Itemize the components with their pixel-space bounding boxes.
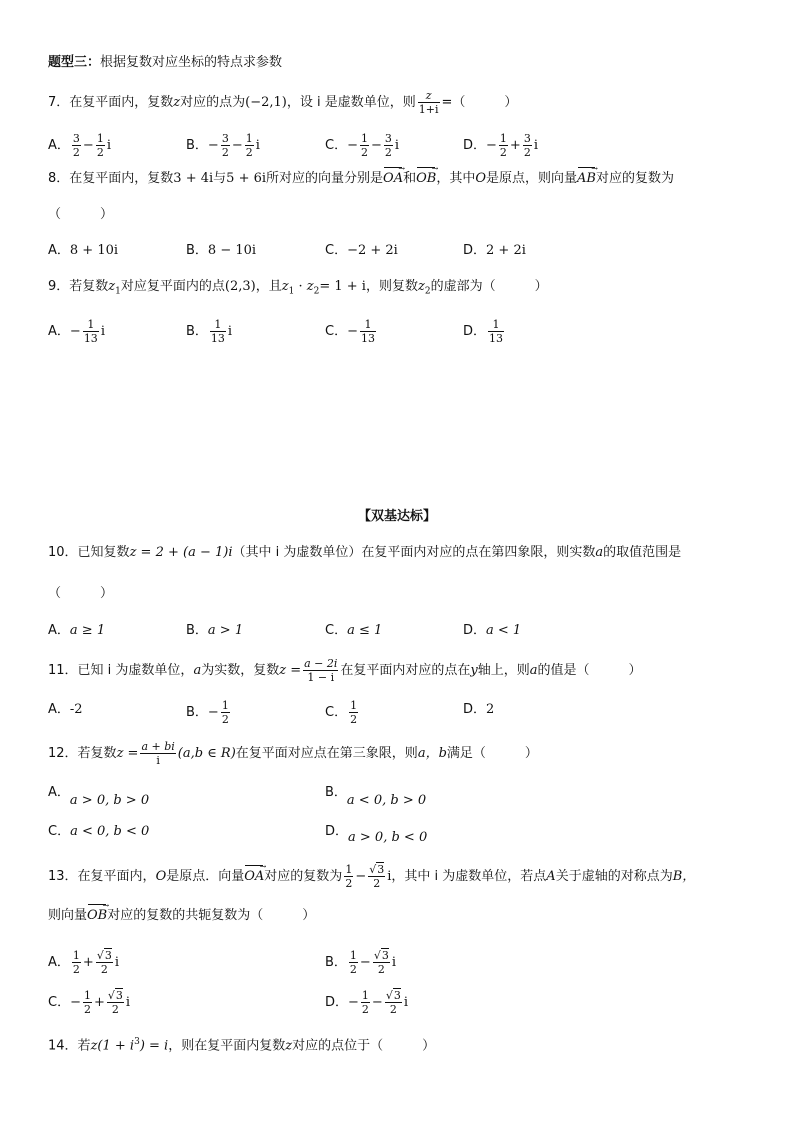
fraction: $\frac{z}{1+i}$ xyxy=(418,89,439,116)
option-a[interactable]: A．8 + 10i xyxy=(48,243,119,258)
option-c[interactable]: C．a < 0, b < 0 xyxy=(48,824,150,839)
option-d[interactable]: D．− $\frac{1}{2}$ + $\frac{3}{2}$ i xyxy=(463,132,538,159)
vector-oa: OA → xyxy=(244,867,264,887)
question-number: 10． xyxy=(48,545,78,560)
option-c[interactable]: C． $\frac{1}{2}$ xyxy=(325,699,358,726)
question-7 xyxy=(48,90,517,115)
vector-oa: OA → xyxy=(383,169,403,189)
question-number: 13． xyxy=(48,869,78,884)
question-10: 10．已知复数z = 2 + (a − 1)i（其中 i 为虚数单位）在复平面内对应的点在第四象限，则实数a的取值范围是 xyxy=(48,545,682,560)
vector-ob: OB → xyxy=(416,169,436,189)
option-b[interactable]: B．a > 1 xyxy=(186,623,244,638)
section-title-text: 根据复数对应坐标的特点求参数 xyxy=(100,55,283,70)
option-b[interactable]: B．a < 0, b > 0 xyxy=(325,785,427,808)
section-title xyxy=(48,53,282,73)
option-b[interactable]: B．− $\frac{3}{2}$ − $\frac{1}{2}$ i xyxy=(186,132,260,159)
question-8: 8．在复平面内，复数3 + 4i与5 + 6i所对应的向量分别是OA →和OB →，其中O是原点，则向量AB →对应的复数为 xyxy=(48,169,674,189)
option-d[interactable]: D．2 + 2i xyxy=(463,243,526,258)
option-c[interactable]: C．a ≤ 1 xyxy=(325,623,383,638)
option-a[interactable]: A．a ≥ 1 xyxy=(48,623,106,638)
question-text: ，设 i 是虚数单位，则 xyxy=(286,95,416,110)
answer-paren: （ ） xyxy=(48,207,114,222)
question-text: =（ ） xyxy=(441,95,518,110)
option-b[interactable]: B． $\frac{1}{2}$ − $\frac{√3}{2}$ i xyxy=(325,949,397,976)
question-13: 13．在复平面内，O是原点．向量OA →对应的复数为 $\frac{1}{2}$ − $\frac{√3}{2}$ i，其中 i 为虚数单位，若点A关于虚轴的对称点为B， xyxy=(48,864,695,889)
question-number: 7． xyxy=(48,95,70,110)
option-c[interactable]: C．− $\frac{1}{13}$ xyxy=(325,318,375,345)
question-number: 14． xyxy=(48,1038,78,1054)
option-a[interactable]: A． $\frac{1}{2}$ + $\frac{√3}{2}$ i xyxy=(48,949,119,976)
question-13-line2: 则向量OB →对应的复数的共轭复数为（ ） xyxy=(48,906,315,926)
question-number: 9． xyxy=(48,279,70,294)
section-heading: 【双基达标】 xyxy=(357,509,436,524)
var-z: z xyxy=(173,95,181,110)
question-text: 在复平面内，复数 xyxy=(69,95,174,110)
option-a[interactable]: A．a > 0, b > 0 xyxy=(48,785,150,808)
option-b[interactable]: B． $\frac{1}{13}$ i xyxy=(186,318,233,345)
option-c[interactable]: C．− $\frac{1}{2}$ − $\frac{3}{2}$ i xyxy=(325,132,400,159)
fraction: $\frac{a - 2i}{1 - i}$ xyxy=(304,657,338,684)
question-11: 11．已知 i 为虚数单位，a为实数，复数z = $\frac{a - 2i}{1 - i}$ 在复平面内对应的点在y轴上，则a的值是（ ） xyxy=(48,657,642,684)
option-c[interactable]: C．− $\frac{1}{2}$ + $\frac{√3}{2}$ i xyxy=(48,989,131,1016)
option-a[interactable]: A．− $\frac{1}{13}$ i xyxy=(48,318,105,345)
question-number: 8． xyxy=(48,171,70,186)
fraction: $\frac{a + bi}{i}$ xyxy=(141,740,175,767)
option-b[interactable]: B．8 − 10i xyxy=(186,243,257,258)
question-number: 12． xyxy=(48,746,78,761)
option-d[interactable]: D．a < 1 xyxy=(463,623,522,638)
vector-ab: AB → xyxy=(577,169,596,189)
option-d[interactable]: D． $\frac{1}{13}$ xyxy=(463,318,504,345)
question-number: 11． xyxy=(48,663,78,678)
option-a[interactable]: A． $\frac{3}{2}$ − $\frac{1}{2}$ i xyxy=(48,132,111,159)
option-d[interactable]: D．− $\frac{1}{2}$ − $\frac{√3}{2}$ i xyxy=(325,989,409,1016)
option-b[interactable]: B．− $\frac{1}{2}$ xyxy=(186,699,229,726)
question-9: 9．若复数$z_1$对应复平面内的点(2,3)，且$z_1 \cdot z_2= 1 + i$，则复数$z_2$的虚部为（ ） xyxy=(48,279,548,297)
option-a[interactable]: A．-2 xyxy=(48,702,83,717)
question-12: 12．若复数z = $\frac{a + bi}{i}$ (a,b ∈ R)在复平面对应点在第三象限，则a，b满足（ ） xyxy=(48,740,538,767)
question-text: 对应的点为 xyxy=(180,95,246,110)
option-d[interactable]: D．a > 0, b < 0 xyxy=(325,824,428,845)
answer-paren: （ ） xyxy=(48,586,114,601)
question-14: 14．若$z(1 + i^3) = i$，则在复平面内复数z对应的点位于（ ） xyxy=(48,1037,436,1054)
section-title-label: 题型三： xyxy=(48,55,101,70)
vector-ob: OB → xyxy=(87,906,107,926)
option-c[interactable]: C．−2 + 2i xyxy=(325,243,398,258)
point-coords: (−2,1) xyxy=(245,95,287,110)
option-d[interactable]: D．2 xyxy=(463,702,495,717)
